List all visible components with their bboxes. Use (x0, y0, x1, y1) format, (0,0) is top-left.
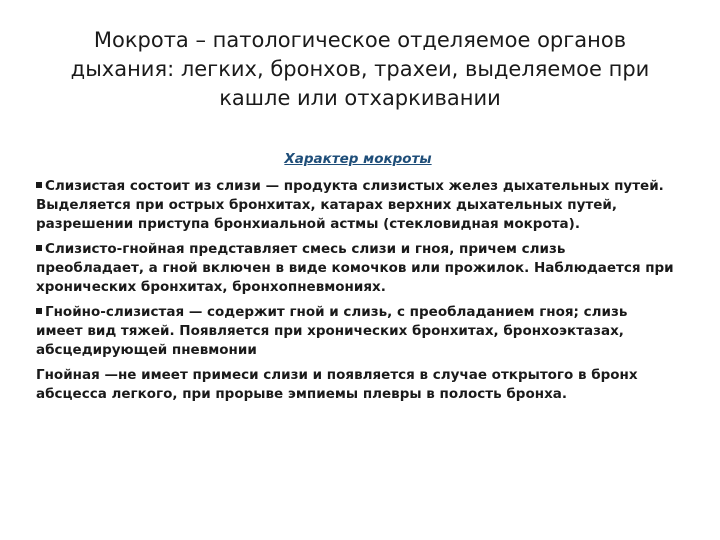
list-item-purulent (36, 366, 676, 404)
list-item-mucopurulent (36, 240, 676, 297)
list-item-text: Гнойно-слизистая — содержит гной и слизь, с преобладанием гноя; слизь имеет вид тяжей. Появляется при хронических бронхитах, бронхоэктазах, абсцедирующей пневмонии (36, 304, 628, 358)
list-item-text: Слизисто-гнойная представляет смесь слизи и гноя, причем слизь преобладает, а гной включен в виде комочков или прожилок. Наблюдается при хронических бронхитах, бронхопневмониях. (36, 241, 674, 295)
slide-title: Мокрота – патологическое отделяемое органов дыхания: легких, бронхов, трахеи, выделяемое при кашле или отхаркивании (70, 28, 650, 110)
square-bullet-icon (36, 245, 42, 251)
list-item-text: Слизистая состоит из слизи — продукта слизистых желез дыхательных путей. Выделяется при острых бронхитах, катарах верхних дыхательных путей, разрешении приступа бронхиальной астмы (стекловидная мокрота). (36, 178, 664, 232)
list-item-mucous (36, 177, 676, 234)
square-bullet-icon (36, 182, 42, 188)
slide-subtitle: Характер мокроты (284, 151, 432, 167)
list-item-text: Гнойная —не имеет примеси слизи и появляется в случае открытого в бронх абсцесса легкого, при прорыве эмпиемы плевры в полость бронха. (36, 367, 638, 402)
square-bullet-icon (36, 308, 42, 314)
list-item-purulent-mucous (36, 303, 676, 360)
content-list (36, 177, 676, 410)
